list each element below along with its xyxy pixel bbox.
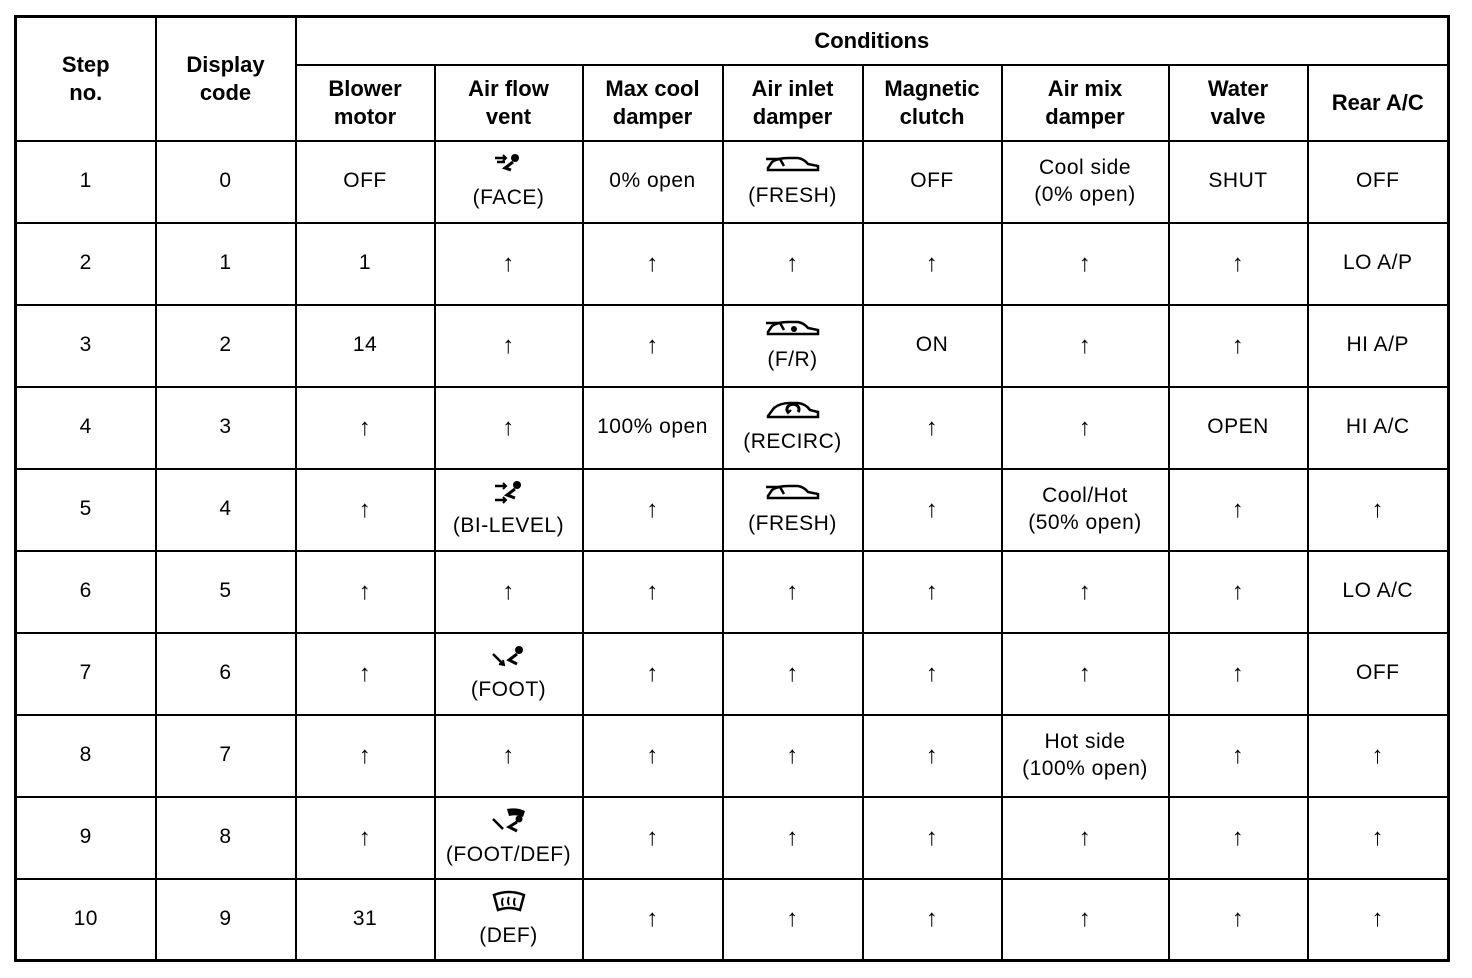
cell-text: 9 <box>219 907 232 931</box>
cell-max-cool-damper <box>583 633 723 715</box>
cell-magnetic-clutch <box>863 551 1002 633</box>
same-as-above-arrow-icon: ↑ <box>1231 823 1245 851</box>
table-row <box>16 879 1449 961</box>
cell-display-code <box>156 551 296 633</box>
cell-text: 100% open <box>597 415 708 439</box>
same-as-above-arrow-icon: ↑ <box>1231 659 1245 687</box>
same-as-above-arrow-icon: ↑ <box>1231 577 1245 605</box>
auto-ac-diagnosis-table <box>14 15 1450 962</box>
cell-step-no <box>16 223 156 305</box>
same-as-above-arrow-icon: ↑ <box>1078 577 1092 605</box>
same-as-above-arrow-icon: ↑ <box>925 823 939 851</box>
cell-text: 0 <box>219 169 232 193</box>
face-vent-icon <box>438 152 580 183</box>
cell-text: OFF <box>343 169 387 193</box>
header-blower-motor: Blower motor <box>296 65 435 141</box>
cell-text: 7 <box>79 661 92 685</box>
header-step-no: Step no. <box>16 17 156 141</box>
cell-max-cool-damper <box>583 305 723 387</box>
cell-magnetic-clutch <box>863 223 1002 305</box>
cell-display-code <box>156 797 296 879</box>
cell-text: 6 <box>79 579 92 603</box>
cell-magnetic-clutch <box>863 141 1002 223</box>
cell-blower-motor <box>296 879 435 961</box>
cell-step-no <box>16 305 156 387</box>
cell-air-inlet-damper <box>723 633 863 715</box>
cell-air-inlet-damper <box>723 469 863 551</box>
cell-air-inlet-damper <box>723 223 863 305</box>
cell-magnetic-clutch <box>863 469 1002 551</box>
cell-text: 0% open <box>609 169 696 193</box>
same-as-above-arrow-icon: ↑ <box>925 659 939 687</box>
cell-text: 2 <box>219 333 232 357</box>
cell-blower-motor <box>296 715 435 797</box>
cell-text: Cool side <box>1038 156 1132 180</box>
cell-air-inlet-damper <box>723 879 863 961</box>
cell-text: LO A/P <box>1342 251 1413 275</box>
cell-blower-motor <box>296 469 435 551</box>
cell-step-no <box>16 879 156 961</box>
cell-magnetic-clutch <box>863 387 1002 469</box>
cell-blower-motor <box>296 223 435 305</box>
same-as-above-arrow-icon: ↑ <box>1231 331 1245 359</box>
cell-rear-ac <box>1308 797 1449 879</box>
cell-display-code <box>156 223 296 305</box>
same-as-above-arrow-icon: ↑ <box>1078 249 1092 277</box>
same-as-above-arrow-icon: ↑ <box>358 823 372 851</box>
same-as-above-arrow-icon: ↑ <box>925 905 939 933</box>
cell-step-no <box>16 797 156 879</box>
cell-text: 1 <box>358 251 372 275</box>
cell-air-flow-vent <box>435 715 583 797</box>
cell-magnetic-clutch <box>863 797 1002 879</box>
cell-air-flow-vent <box>435 387 583 469</box>
cell-display-code <box>156 305 296 387</box>
cell-text: ON <box>915 333 949 357</box>
recirc-air-icon <box>726 400 860 427</box>
cell-water-valve <box>1169 141 1308 223</box>
cell-blower-motor <box>296 141 435 223</box>
fresh-air-icon <box>726 482 860 509</box>
cell-rear-ac <box>1308 223 1449 305</box>
same-as-above-arrow-icon: ↑ <box>786 741 799 769</box>
cell-water-valve <box>1169 633 1308 715</box>
cell-air-mix-damper <box>1002 387 1169 469</box>
cell-text: 4 <box>79 415 92 439</box>
bi-level-vent-icon <box>438 480 580 511</box>
same-as-above-arrow-icon: ↑ <box>1078 659 1092 687</box>
header-water-valve: Water valve <box>1169 65 1308 141</box>
cell-rear-ac <box>1308 141 1449 223</box>
same-as-above-arrow-icon: ↑ <box>925 741 939 769</box>
same-as-above-arrow-icon: ↑ <box>786 659 799 687</box>
cell-max-cool-damper <box>583 551 723 633</box>
cell-rear-ac <box>1308 633 1449 715</box>
header-air-flow-vent: Air flow vent <box>435 65 583 141</box>
same-as-above-arrow-icon: ↑ <box>1371 905 1384 933</box>
cell-text: Cool/Hot <box>1042 484 1128 508</box>
cell-water-valve <box>1169 223 1308 305</box>
cell-water-valve <box>1169 879 1308 961</box>
cell-air-mix-damper <box>1002 551 1169 633</box>
cell-air-mix-damper <box>1002 797 1169 879</box>
cell-blower-motor <box>296 797 435 879</box>
cell-water-valve <box>1169 387 1308 469</box>
same-as-above-arrow-icon: ↑ <box>1371 495 1384 523</box>
cell-magnetic-clutch <box>863 879 1002 961</box>
same-as-above-arrow-icon: ↑ <box>925 413 939 441</box>
cell-rear-ac <box>1308 551 1449 633</box>
cell-text: 31 <box>352 907 378 931</box>
cell-max-cool-damper <box>583 879 723 961</box>
mode-label: (DEF) <box>479 923 538 947</box>
header-max-cool-damper: Max cool damper <box>583 65 723 141</box>
table-row <box>16 141 1449 223</box>
cell-blower-motor <box>296 633 435 715</box>
defrost-icon <box>438 890 580 921</box>
foot-def-vent-icon <box>438 807 580 840</box>
cell-max-cool-damper <box>583 715 723 797</box>
cell-blower-motor <box>296 387 435 469</box>
cell-text: 1 <box>79 169 92 193</box>
same-as-above-arrow-icon: ↑ <box>1371 823 1384 851</box>
table-row <box>16 797 1449 879</box>
cell-water-valve <box>1169 551 1308 633</box>
same-as-above-arrow-icon: ↑ <box>1231 495 1245 523</box>
cell-text: OPEN <box>1207 415 1269 439</box>
cell-text: 7 <box>219 743 232 767</box>
cell-text: 4 <box>219 497 232 521</box>
cell-air-flow-vent <box>435 469 583 551</box>
cell-display-code <box>156 715 296 797</box>
cell-air-flow-vent <box>435 141 583 223</box>
cell-magnetic-clutch <box>863 633 1002 715</box>
same-as-above-arrow-icon: ↑ <box>646 905 659 933</box>
cell-step-no <box>16 715 156 797</box>
same-as-above-arrow-icon: ↑ <box>1371 741 1384 769</box>
same-as-above-arrow-icon: ↑ <box>358 495 372 523</box>
same-as-above-arrow-icon: ↑ <box>786 577 799 605</box>
cell-water-valve <box>1169 797 1308 879</box>
cell-text: OFF <box>1356 169 1400 193</box>
cell-water-valve <box>1169 469 1308 551</box>
same-as-above-arrow-icon: ↑ <box>358 413 372 441</box>
same-as-above-arrow-icon: ↑ <box>358 577 372 605</box>
cell-air-inlet-damper <box>723 715 863 797</box>
cell-text: 3 <box>219 415 232 439</box>
cell-air-mix-damper <box>1002 633 1169 715</box>
fresh-recirc-icon <box>726 318 860 345</box>
cell-display-code <box>156 469 296 551</box>
same-as-above-arrow-icon: ↑ <box>1078 823 1092 851</box>
same-as-above-arrow-icon: ↑ <box>646 495 659 523</box>
cell-air-mix-damper <box>1002 223 1169 305</box>
cell-air-mix-damper <box>1002 879 1169 961</box>
cell-air-inlet-damper <box>723 797 863 879</box>
mode-label: (BI-LEVEL) <box>452 514 565 537</box>
cell-magnetic-clutch <box>863 305 1002 387</box>
same-as-above-arrow-icon: ↑ <box>646 823 659 851</box>
same-as-above-arrow-icon: ↑ <box>502 249 515 277</box>
same-as-above-arrow-icon: ↑ <box>1078 331 1092 359</box>
cell-display-code <box>156 387 296 469</box>
cell-blower-motor <box>296 551 435 633</box>
header-air-inlet-damper: Air inlet damper <box>723 65 863 141</box>
cell-rear-ac <box>1308 469 1449 551</box>
cell-air-mix-damper <box>1002 141 1169 223</box>
same-as-above-arrow-icon: ↑ <box>925 249 939 277</box>
cell-air-inlet-damper <box>723 551 863 633</box>
cell-text: HI A/C <box>1345 415 1410 439</box>
mode-label: (FACE) <box>472 186 545 209</box>
cell-max-cool-damper <box>583 141 723 223</box>
table-row <box>16 633 1449 715</box>
same-as-above-arrow-icon: ↑ <box>646 249 659 277</box>
cell-air-flow-vent <box>435 633 583 715</box>
cell-air-inlet-damper <box>723 387 863 469</box>
cell-text: 8 <box>219 825 232 849</box>
cell-text: 5 <box>219 579 232 603</box>
cell-air-mix-damper <box>1002 715 1169 797</box>
cell-text: (50% open) <box>1028 510 1142 534</box>
cell-text: 1 <box>219 251 232 275</box>
cell-magnetic-clutch <box>863 715 1002 797</box>
cell-text: OFF <box>910 169 954 193</box>
cell-step-no <box>16 387 156 469</box>
mode-label: (F/R) <box>767 348 818 371</box>
mode-label: (RECIRC) <box>743 430 842 453</box>
table-row <box>16 715 1449 797</box>
cell-step-no <box>16 469 156 551</box>
cell-text: 3 <box>79 333 92 357</box>
same-as-above-arrow-icon: ↑ <box>502 577 515 605</box>
cell-air-flow-vent <box>435 879 583 961</box>
cell-text: 6 <box>219 661 232 685</box>
cell-text: 9 <box>79 825 92 849</box>
cell-air-inlet-damper <box>723 305 863 387</box>
cell-rear-ac <box>1308 305 1449 387</box>
cell-air-mix-damper <box>1002 305 1169 387</box>
cell-rear-ac <box>1308 387 1449 469</box>
foot-vent-icon <box>438 644 580 675</box>
cell-air-flow-vent <box>435 797 583 879</box>
cell-text: HI A/P <box>1346 333 1410 357</box>
cell-water-valve <box>1169 715 1308 797</box>
cell-display-code <box>156 633 296 715</box>
table-row <box>16 223 1449 305</box>
header-display-code: Display code <box>156 17 296 141</box>
cell-rear-ac <box>1308 715 1449 797</box>
same-as-above-arrow-icon: ↑ <box>502 413 515 441</box>
cell-text: 10 <box>73 907 98 931</box>
same-as-above-arrow-icon: ↑ <box>646 577 659 605</box>
same-as-above-arrow-icon: ↑ <box>358 741 372 769</box>
cell-max-cool-damper <box>583 387 723 469</box>
table-row <box>16 469 1449 551</box>
cell-rear-ac <box>1308 879 1449 961</box>
cell-air-inlet-damper <box>723 141 863 223</box>
cell-max-cool-damper <box>583 797 723 879</box>
same-as-above-arrow-icon: ↑ <box>646 741 659 769</box>
cell-air-flow-vent <box>435 223 583 305</box>
header-air-mix-damper: Air mix damper <box>1002 65 1169 141</box>
mode-label: (FRESH) <box>748 512 837 535</box>
cell-text: 5 <box>79 497 92 521</box>
same-as-above-arrow-icon: ↑ <box>1078 905 1092 933</box>
cell-display-code <box>156 879 296 961</box>
same-as-above-arrow-icon: ↑ <box>502 331 515 359</box>
same-as-above-arrow-icon: ↑ <box>786 249 799 277</box>
cell-water-valve <box>1169 305 1308 387</box>
same-as-above-arrow-icon: ↑ <box>1231 741 1245 769</box>
same-as-above-arrow-icon: ↑ <box>646 659 659 687</box>
cell-text: SHUT <box>1208 169 1268 193</box>
cell-step-no <box>16 141 156 223</box>
same-as-above-arrow-icon: ↑ <box>1231 249 1245 277</box>
cell-text: LO A/C <box>1342 579 1414 603</box>
cell-text: (100% open) <box>1022 756 1148 780</box>
fresh-air-icon <box>726 154 860 181</box>
same-as-above-arrow-icon: ↑ <box>786 823 799 851</box>
same-as-above-arrow-icon: ↑ <box>786 905 799 933</box>
same-as-above-arrow-icon: ↑ <box>502 741 515 769</box>
cell-display-code <box>156 141 296 223</box>
cell-step-no <box>16 551 156 633</box>
cell-text: (0% open) <box>1034 182 1136 206</box>
mode-label: (FOOT/DEF) <box>445 843 572 866</box>
table-row <box>16 305 1449 387</box>
table-row <box>16 551 1449 633</box>
same-as-above-arrow-icon: ↑ <box>1231 905 1245 933</box>
mode-label: (FRESH) <box>748 184 837 207</box>
cell-blower-motor <box>296 305 435 387</box>
same-as-above-arrow-icon: ↑ <box>646 331 659 359</box>
header-rear-ac: Rear A/C <box>1308 65 1449 141</box>
cell-air-flow-vent <box>435 551 583 633</box>
cell-text: 8 <box>79 743 92 767</box>
cell-text: Hot side <box>1044 730 1126 754</box>
table-header <box>16 17 1449 141</box>
cell-step-no <box>16 633 156 715</box>
cell-max-cool-damper <box>583 469 723 551</box>
same-as-above-arrow-icon: ↑ <box>358 659 372 687</box>
header-conditions: Conditions <box>296 17 1449 65</box>
diagnosis-table-page <box>14 15 1447 961</box>
cell-text: OFF <box>1356 661 1400 685</box>
table-body <box>16 141 1449 961</box>
table-row <box>16 387 1449 469</box>
cell-air-flow-vent <box>435 305 583 387</box>
same-as-above-arrow-icon: ↑ <box>1078 413 1092 441</box>
cell-max-cool-damper <box>583 223 723 305</box>
header-magnetic-clutch: Magnetic clutch <box>863 65 1002 141</box>
mode-label: (FOOT) <box>470 678 547 701</box>
cell-air-mix-damper <box>1002 469 1169 551</box>
same-as-above-arrow-icon: ↑ <box>925 577 939 605</box>
cell-text: 2 <box>79 251 92 275</box>
cell-text: 14 <box>352 333 378 357</box>
same-as-above-arrow-icon: ↑ <box>925 495 939 523</box>
